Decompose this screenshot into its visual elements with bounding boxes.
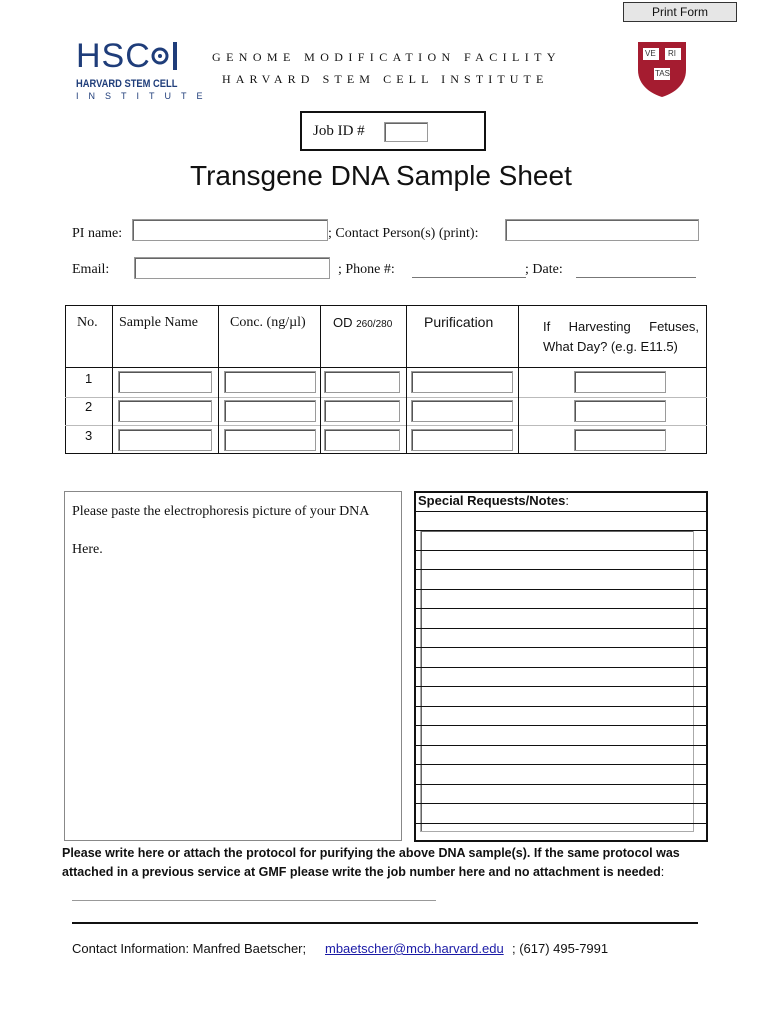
logo-cell-icon	[151, 42, 169, 70]
notes-ruled-line	[416, 647, 706, 648]
contact-person-field[interactable]	[505, 219, 699, 241]
harvest-field-2[interactable]	[574, 400, 666, 422]
date-label: ; Date:	[525, 262, 563, 277]
contact-email-link[interactable]: mbaetscher@mcb.harvard.edu	[325, 941, 504, 956]
protocol-text: Please write here or attach the protocol for purifying the above DNA sample(s). If the same protocol was attached in a previous service at GMF please write the job number here and no attachment is needed	[62, 846, 680, 879]
protocol-instructions	[62, 844, 712, 882]
hsci-logo	[76, 37, 213, 104]
protocol-colon: :	[660, 865, 665, 879]
sample-name-field-3[interactable]	[118, 429, 212, 451]
sample-name-field-1[interactable]	[118, 371, 212, 393]
pi-name-field[interactable]	[132, 219, 328, 241]
print-form-button[interactable]: Print Form	[623, 2, 737, 22]
sample-name-field-2[interactable]	[118, 400, 212, 422]
logo-subtitle-2: INSTITUTE	[76, 91, 213, 101]
page-title: Transgene DNA Sample Sheet	[190, 160, 572, 191]
od-field-2[interactable]	[324, 400, 400, 422]
col-header-od	[333, 315, 392, 330]
date-field[interactable]	[576, 259, 696, 278]
notes-ruled-line	[416, 608, 706, 609]
od-subscript: 260/280	[356, 319, 393, 330]
notes-ruled-line	[416, 550, 706, 551]
logo-main-text: HSC	[76, 37, 151, 75]
notes-ruled-line	[416, 823, 706, 824]
notes-ruled-line	[416, 764, 706, 765]
pi-name-label: PI name:	[72, 226, 123, 241]
od-label: OD	[333, 315, 353, 330]
shield-text-2: RI	[668, 49, 676, 58]
notes-ruled-line	[416, 784, 706, 785]
email-label: Email:	[72, 262, 110, 277]
logo-subtitle: HARVARD STEM CELL	[76, 78, 178, 90]
notes-label-text: Special Requests/Notes	[418, 493, 566, 508]
contact-person-label: ; Contact Person(s) (print):	[328, 226, 479, 241]
row-number-2: 2	[85, 399, 93, 414]
notes-ruled-line	[416, 706, 706, 707]
conc-field-1[interactable]	[224, 371, 316, 393]
shield-text-3: TAS	[655, 69, 670, 78]
phone-label: ; Phone #:	[338, 262, 395, 277]
email-field[interactable]	[134, 257, 330, 279]
harvest-field-3[interactable]	[574, 429, 666, 451]
notes-ruled-line	[416, 745, 706, 746]
od-field-1[interactable]	[324, 371, 400, 393]
contact-phone: ; (617) 495-7991	[512, 941, 609, 956]
row-number-1: 1	[85, 371, 93, 386]
footer-divider	[72, 922, 698, 924]
notes-ruled-line	[416, 589, 706, 590]
contact-label: Contact Information: Manfred Baetscher;	[72, 941, 307, 956]
row-number-3: 3	[85, 428, 93, 443]
col-header-no: No.	[77, 315, 98, 330]
shield-text-1: VE	[645, 49, 656, 58]
col-header-purification: Purification	[424, 314, 494, 330]
electrophoresis-box[interactable]	[64, 491, 402, 841]
col-header-harvest: If Harvesting Fetuses, What Day? (e.g. E11.5)	[543, 319, 699, 354]
purification-field-2[interactable]	[411, 400, 513, 422]
notes-ruled-line	[416, 530, 706, 531]
notes-label	[418, 493, 569, 508]
electrophoresis-here: Here.	[72, 542, 103, 557]
notes-field[interactable]	[420, 530, 694, 832]
facility-name: GENOME MODIFICATION FACILITY	[212, 50, 561, 64]
logo-wordmark	[76, 38, 177, 74]
col-header-sample-name: Sample Name	[119, 315, 198, 330]
notes-ruled-line	[416, 686, 706, 687]
notes-ruled-line	[416, 569, 706, 570]
notes-ruled-line	[416, 628, 706, 629]
od-field-3[interactable]	[324, 429, 400, 451]
job-id-label: Job ID #	[313, 123, 365, 139]
col-header-conc: Conc. (ng/µl)	[230, 315, 306, 330]
notes-ruled-line	[416, 667, 706, 668]
harvard-shield-logo	[636, 40, 688, 98]
purification-field-1[interactable]	[411, 371, 513, 393]
conc-field-3[interactable]	[224, 429, 316, 451]
purification-field-3[interactable]	[411, 429, 513, 451]
institute-name: HARVARD STEM CELL INSTITUTE	[222, 72, 549, 86]
harvest-field-1[interactable]	[574, 371, 666, 393]
job-id-field[interactable]	[384, 122, 428, 142]
electrophoresis-instruction: Please paste the electrophoresis picture of your DNA	[72, 504, 370, 519]
conc-field-2[interactable]	[224, 400, 316, 422]
notes-ruled-line	[416, 803, 706, 804]
notes-ruled-line	[416, 725, 706, 726]
phone-field[interactable]	[412, 259, 526, 278]
protocol-job-number-field[interactable]	[72, 892, 436, 901]
notes-label-colon: :	[565, 493, 570, 508]
